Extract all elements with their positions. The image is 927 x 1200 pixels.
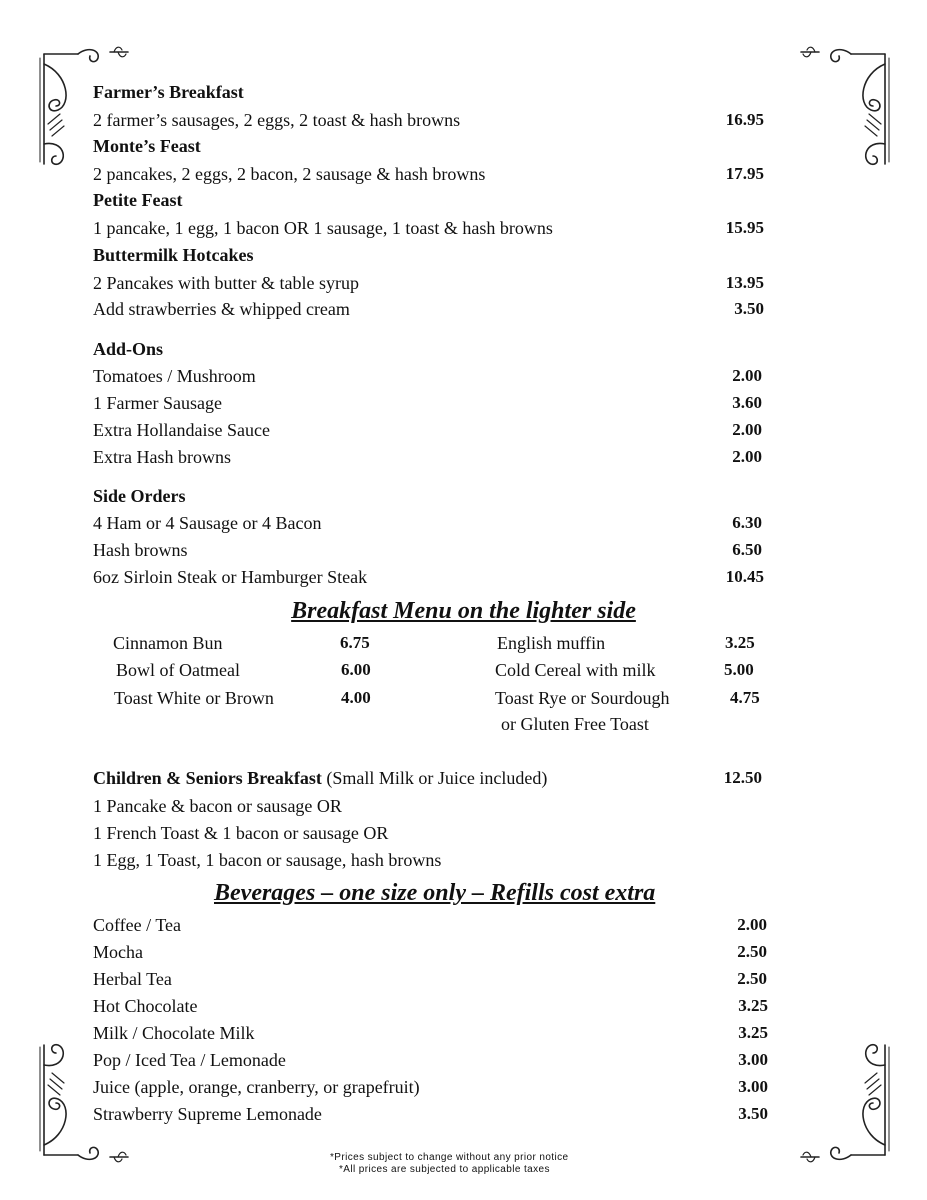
list-item-price: 2.50 [737, 942, 767, 961]
list-item: Hot Chocolate [93, 996, 198, 1016]
list-item: Herbal Tea [93, 969, 172, 989]
montes-feast-title: Monte’s Feast [93, 136, 201, 156]
list-item: 1 Egg, 1 Toast, 1 bacon or sausage, hash browns [93, 850, 442, 870]
list-item-price: 3.25 [738, 1023, 768, 1042]
lighter-side-heading: Breakfast Menu on the lighter side [291, 598, 636, 624]
list-item: English muffin [497, 633, 606, 653]
footer-note-prices: *Prices subject to change without any prior notice [330, 1152, 569, 1163]
list-item-price: 4.75 [730, 688, 760, 707]
list-item: Bowl of Oatmeal [116, 660, 240, 680]
list-item-price: 4.00 [341, 688, 371, 707]
petite-feast-title: Petite Feast [93, 190, 183, 210]
list-item: Tomatoes / Mushroom [93, 366, 256, 386]
list-item: Cold Cereal with milk [495, 660, 656, 680]
list-item-price: 6.75 [340, 633, 370, 652]
list-item: 1 French Toast & 1 bacon or sausage OR [93, 823, 389, 843]
buttermilk-hotcakes-title: Buttermilk Hotcakes [93, 245, 254, 265]
list-item-price: 3.50 [738, 1104, 768, 1123]
list-item-price: 2.00 [732, 447, 762, 466]
list-item: Extra Hollandaise Sauce [93, 420, 270, 440]
buttermilk-hotcakes-price: 13.95 [725, 273, 764, 292]
list-item: Milk / Chocolate Milk [93, 1023, 255, 1043]
children-seniors-price: 12.50 [723, 768, 762, 787]
list-item: Hash browns [93, 540, 188, 560]
list-item: 6oz Sirloin Steak or Hamburger Steak [93, 567, 368, 587]
addons-title: Add-Ons [93, 339, 164, 359]
petite-feast-price: 15.95 [725, 218, 764, 237]
list-item-price: 10.45 [725, 567, 764, 586]
list-item: Juice (apple, orange, cranberry, or grapefruit) [93, 1077, 420, 1097]
corner-ornament-bottom-right-icon [781, 1035, 891, 1165]
children-seniors-title: Children & Seniors Breakfast [93, 768, 322, 788]
farmers-breakfast-price: 16.95 [725, 110, 764, 129]
list-item-price: 3.25 [738, 996, 768, 1015]
petite-feast-desc: 1 pancake, 1 egg, 1 bacon OR 1 sausage, 1 toast & hash browns [93, 218, 553, 238]
list-item-price: 3.00 [738, 1077, 768, 1096]
hotcakes-extra-desc: Add strawberries & whipped cream [93, 299, 350, 319]
list-item: Mocha [93, 942, 143, 962]
list-item-price: 3.00 [738, 1050, 768, 1069]
list-item: Strawberry Supreme Lemonade [93, 1104, 322, 1124]
list-item-price: 6.30 [732, 513, 762, 532]
children-seniors-note: (Small Milk or Juice included) [321, 768, 548, 788]
list-item-price: 2.00 [737, 915, 767, 934]
list-item-price: 5.00 [724, 660, 754, 679]
montes-feast-price: 17.95 [725, 164, 764, 183]
list-item-price: 3.25 [725, 633, 755, 652]
list-item-price: 3.60 [732, 393, 762, 412]
list-item: Toast White or Brown [114, 688, 274, 708]
list-item: 1 Farmer Sausage [93, 393, 222, 413]
list-item-price: 2.00 [732, 366, 762, 385]
farmers-breakfast-desc: 2 farmer’s sausages, 2 eggs, 2 toast & hash browns [93, 110, 461, 130]
children-seniors-title-line [93, 768, 547, 788]
montes-feast-desc: 2 pancakes, 2 eggs, 2 bacon, 2 sausage & hash browns [93, 164, 486, 184]
side-orders-title: Side Orders [93, 486, 186, 506]
lighter-side-note: or Gluten Free Toast [501, 714, 649, 734]
list-item: 4 Ham or 4 Sausage or 4 Bacon [93, 513, 322, 533]
farmers-breakfast-title: Farmer’s Breakfast [93, 82, 244, 102]
beverages-heading: Beverages – one size only – Refills cost extra [214, 880, 656, 906]
hotcakes-extra-price: 3.50 [734, 299, 764, 318]
list-item: Cinnamon Bun [113, 633, 223, 653]
list-item: Pop / Iced Tea / Lemonade [93, 1050, 286, 1070]
list-item-price: 2.50 [737, 969, 767, 988]
buttermilk-hotcakes-desc: 2 Pancakes with butter & table syrup [93, 273, 359, 293]
list-item: 1 Pancake & bacon or sausage OR [93, 796, 342, 816]
list-item-price: 6.00 [341, 660, 371, 679]
list-item-price: 6.50 [732, 540, 762, 559]
list-item: Extra Hash browns [93, 447, 231, 467]
list-item-price: 2.00 [732, 420, 762, 439]
list-item: Toast Rye or Sourdough [495, 688, 670, 708]
footer-note-taxes: *All prices are subjected to applicable taxes [339, 1164, 550, 1175]
corner-ornament-top-right-icon [781, 44, 891, 174]
list-item: Coffee / Tea [93, 915, 182, 935]
